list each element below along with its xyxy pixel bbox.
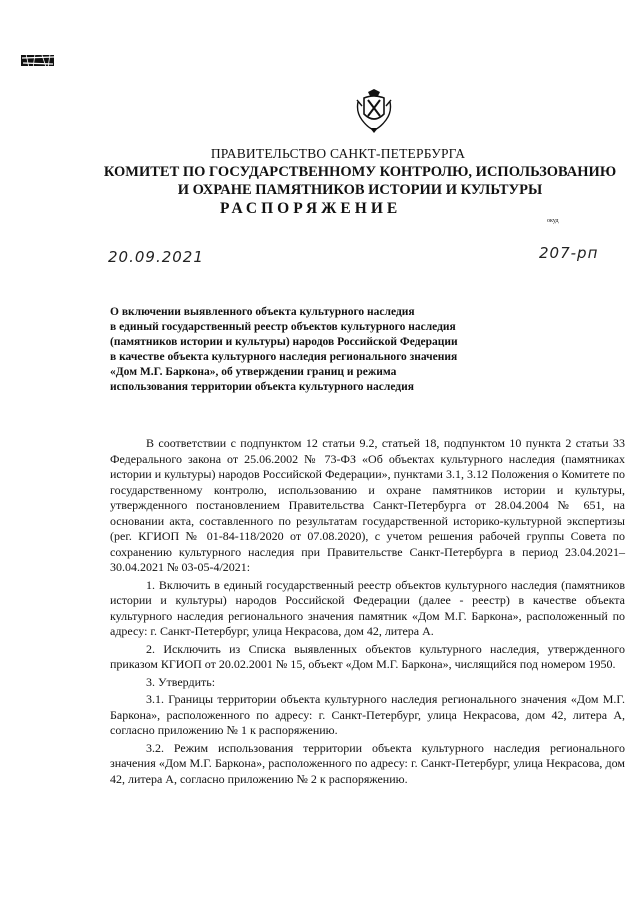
- clause-3-1: 3.1. Границы территории объекта культурного наследия регионального значения «Дом М.Г. Баркона», расположенного по адресу: г. Санкт-Петербург, улица Некрасова, дом 42, литера А, согласно приложению № 1 к распоряжению.: [110, 692, 625, 737]
- clause-1: 1. Включить в единый государственный реестр объектов культурного наследия (памятников истории и культуры) народов Российской Федерации (далее - реестр) в качестве объекта культурного наследия регионального значения памятник «Дом М.Г. Баркона», расположенный по адресу: г. Санкт-Петербург, улица Некрасова, дом 42, литера А.: [110, 577, 625, 638]
- handwritten-number: 207-рп: [539, 244, 599, 262]
- government-name: ПРАВИТЕЛЬСТВО САНКТ-ПЕТЕРБУРГА: [210, 146, 466, 161]
- clause-3: 3. Утвердить:: [146, 674, 216, 689]
- coat-of-arms-icon: [354, 88, 394, 134]
- subject-line-6: использования территории объекта культурного наследия: [110, 381, 414, 393]
- document-type-title: РАСПОРЯЖЕНИЕ: [220, 200, 402, 217]
- subject-line-1: О включении выявленного объекта культурного наследия: [110, 306, 415, 318]
- subject-line-4: в качестве объекта культурного наследия регионального значения: [110, 351, 458, 363]
- okud-label: окуд: [547, 218, 559, 224]
- document-subject: [110, 305, 540, 395]
- committee-name: [100, 163, 620, 199]
- preamble-paragraph: В соответствии с подпунктом 12 статьи 9.2, статьей 18, подпунктом 10 пункта 2 статьи 33 Федерального закона от 25.06.2002 № 73-ФЗ «Об объектах культурного наследия (памятниках истории и культуры) народов Российской Федерации», пунктами 3.1, 3.12 Положения о Комитете по государственному контролю, использованию и охране памятников истории и культуры, утвержденного постановлением Правительства Санкт-Петербурга от 28.04.2004 № 651, на основании акта, составленного по результатам государственной историко-культурной экспертизы (рег. КГИОП № 01-84-118/2020 от 07.08.2020), с учетом решения рабочей группы Совета по сохранению культурного наследия при Правительстве Санкт-Петербурга в период 23.04.2021–30.04.2021 № 03-05-4/2021:: [110, 436, 625, 574]
- clause-2: 2. Исключить из Списка выявленных объектов культурного наследия, утвержденного приказом КГИОП от 20.02.2001 № 15, объект «Дом М.Г. Баркона», числящийся под номером 1950.: [110, 641, 625, 671]
- committee-name-line-1: КОМИТЕТ ПО ГОСУДАРСТВЕННОМУ КОНТРОЛЮ, ИСПОЛЬЗОВАНИЮ: [103, 164, 617, 180]
- stamp-scribble-icon: [20, 52, 56, 70]
- document-body: [110, 436, 625, 789]
- clause-3-2: 3.2. Режим использования территории объекта культурного наследия регионального значения «Дом М.Г. Баркона», расположенного по адресу: г. Санкт-Петербург, улица Некрасова, дом 42, литера А, согласно приложению № 2 к распоряжению.: [110, 740, 625, 786]
- subject-line-3: (памятников истории и культуры) народов Российской Федерации: [110, 336, 458, 348]
- subject-line-5: «Дом М.Г. Баркона», об утверждении границ и режима: [110, 366, 397, 378]
- handwritten-date: 20.09.2021: [108, 248, 204, 266]
- subject-line-2: в единый государственный реестр объектов культурного наследия: [110, 321, 456, 333]
- committee-name-line-2: И ОХРАНЕ ПАМЯТНИКОВ ИСТОРИИ И КУЛЬТУРЫ: [177, 182, 543, 198]
